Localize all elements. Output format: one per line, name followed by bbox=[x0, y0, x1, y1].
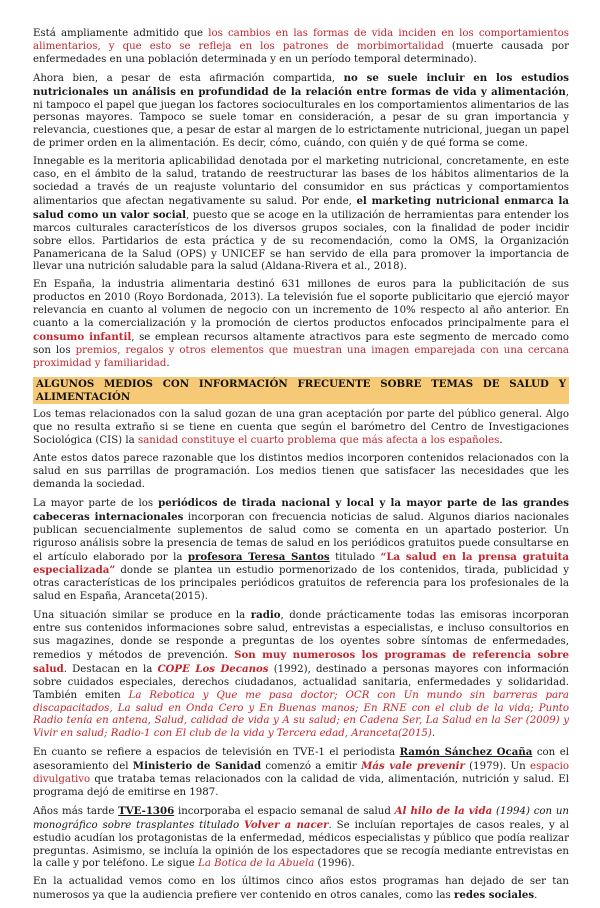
text: (muerte causada por enfermedades en una población determinada y en un período temporal determinado). bbox=[33, 40, 569, 65]
bold-text: no se suele incluir en los estudios nutricionales un análisis en profundidad de la relación entre formas de vida y alimentación bbox=[33, 71, 570, 98]
paragraph-9 bbox=[33, 746, 569, 800]
article-title: “La salud en la prensa gratuita especializada” bbox=[33, 550, 569, 577]
text: La mayor parte de los bbox=[33, 497, 159, 509]
highlight-text: espacio divulgativo bbox=[33, 761, 569, 786]
text: (1994) con un monográfico sobre trasplantes titulado bbox=[33, 805, 569, 831]
paragraph-10 bbox=[33, 805, 569, 872]
highlight-text: premios, regalos y otros elementos que muestran una imagen emparejada con una cercana proximidad y familiaridad bbox=[33, 344, 569, 369]
text: que trataba temas relacionados con la calidad de vida, alimentación, nutrición y salud. El programa dejó de emitirse en 1987. bbox=[33, 774, 569, 798]
program-list: La Rebotica y Que me pasa doctor; OCR con Un mundo sin barreras para discapacitados, La salud en Onda Cero y En Buenas manos; En RNE con el club de la vida; Punto Radio tenía en antena, Salud, calidad de vida y A su salud; en Cadena Ser, La Salud en la Ser (2009) y Vivir en salud; Radio-1 con El club de la vida y Tercera edad, Aranceta(2015) bbox=[33, 689, 569, 740]
paragraph-7 bbox=[33, 497, 569, 604]
paragraph-11 bbox=[33, 876, 569, 903]
text: con el asesoramiento del bbox=[33, 747, 569, 773]
paragraph-1 bbox=[33, 28, 569, 67]
paragraph-4 bbox=[33, 279, 569, 370]
text: , donde prácticamente todas las emisoras incorporan entre sus contenidos informaciones sobre salud, entrevistas a especialistas, e incluso consultorios en sus magazines, donde se responde a preguntas de los oyentes sobre síntomas de enfermedades, remedios y métodos de prevención. bbox=[33, 610, 569, 661]
text: (1979). Un bbox=[464, 761, 531, 773]
text: . bbox=[166, 357, 170, 369]
program-name: COPE Los Decanos bbox=[157, 662, 269, 675]
text: Ahora bien, a pesar de esta afirmación compartida, bbox=[33, 72, 344, 84]
text: (1996). bbox=[314, 858, 355, 870]
program-name: Al hilo de la vida bbox=[394, 804, 493, 817]
document-page bbox=[33, 28, 569, 908]
text: Una situación similar se produce en la bbox=[33, 610, 251, 622]
paragraph-3 bbox=[33, 156, 569, 274]
text: , se emplean recursos altamente atractivos para este segmento de mercado como son los bbox=[33, 331, 569, 356]
text: titulado bbox=[329, 551, 381, 563]
text: (1992), destinado a personas mayores con información sobre cuidados especiales, derechos ciudadanos, actualidad sanitaria, enfermedades y solidaridad. También emiten bbox=[33, 663, 569, 701]
text: En cuanto se refiere a espacios de televisión en TVE-1 el periodista bbox=[33, 747, 400, 759]
program-name: La Botica de la Abuela bbox=[198, 858, 315, 870]
text: . bbox=[534, 890, 538, 902]
text: Está ampliamente admitido que bbox=[33, 28, 209, 39]
highlight-text: los cambios en las formas de vida inciden en los comportamientos alimentarios, y que esto se refleja en los patrones de morbimortalidad bbox=[33, 28, 569, 52]
program-name: Más vale prevenir bbox=[361, 760, 465, 773]
author-link[interactable]: profesora Teresa Santos bbox=[187, 550, 330, 563]
text: Los temas relacionados con la salud gozan de una gran aceptación por parte del público general. Algo que no resulta extraño si se tiene en cuenta que según el barómetro del Centro de Investigaciones Sociológica (CIS) la bbox=[33, 409, 569, 447]
text: . bbox=[431, 728, 436, 740]
bold-text: radio bbox=[250, 609, 281, 622]
text: . Destacan en la bbox=[63, 663, 158, 675]
bold-text: el marketing nutricional enmarca la salud como un valor social bbox=[33, 194, 569, 221]
text: donde se plantea un estudio pormenorizado de los contenidos, tirada, publicidad y otras características de los principales periódicos gratuitos de referencia para los profesionales de la salud en España, Aranceta(2015). bbox=[33, 565, 569, 603]
bold-text: Ministerio de Sanidad bbox=[132, 760, 262, 773]
text: incorporaba el espacio semanal de salud bbox=[174, 805, 395, 817]
text: comenzó a emitir bbox=[261, 761, 362, 773]
bold-text: periódicos de tirada nacional y local y la mayor parte de las grandes cabeceras internacionales bbox=[33, 496, 570, 523]
text: En la actualidad vemos como en los últimos cinco años estos programas han dejado de ser tan numerosos ya que la audiencia prefiere ver contenido en otros canales, como las bbox=[33, 876, 569, 902]
text: , ni tampoco el papel que juegan los factores socioculturales en los comportamientos alimentarios de las personas mayores. Tampoco se suele tomar en consideración, a pesar de su gran importancia y relevancia, cuestiones que, a pesar de estar al margen de lo estrictamente nutricional, juegan un papel de primer orden en la alimentación. Es decir, cómo, cuándo, con quién y de qué forma se come. bbox=[33, 86, 569, 150]
text: Años más tarde bbox=[33, 805, 119, 817]
channel-link[interactable]: TVE-1306 bbox=[118, 804, 175, 817]
paragraph-5 bbox=[33, 409, 569, 448]
journalist-link[interactable]: Ramón Sánchez Ocaña bbox=[399, 746, 533, 759]
highlight-bold-text: Son muy numerosos los programas de referencia sobre salud bbox=[33, 648, 569, 675]
paragraph-2 bbox=[33, 72, 569, 151]
text: incorporan con frecuencia noticias de salud. Algunos diarios nacionales publican secuencialmente suplementos de salud como se comenta en un apartado posterior. Un riguroso análisis sobre la presencia de temas de salud en los periódicos gratuitos puede consultarse en el artículo elaborado por la bbox=[33, 511, 569, 563]
paragraph-8 bbox=[33, 609, 569, 741]
text: . Se incluían reportajes de casos reales, y al estudio acudían los protagonistas de la enfermedad, médicos especialistas y público que podía realizar preguntas. Asimismo, se incluía la opinión de los espectadores que se recogía mediante entrevistas en la calle y por teléfono. Le sigue bbox=[33, 819, 570, 870]
text: , puesto que se acoge en la utilización de herramientas para entender los marcos culturales característicos de los diversos grupos sociales, con la finalidad de poder incidir sobre ellos. Partidarios de esta práctica y de su recomendación, como la OMS, la Organización Panamericana de la Salud (OPS) y UNICEF se han servido de ella para promover la importancia de llevar una nutrición saludable para la salud (Aldana-Rivera et al., 2018). bbox=[33, 209, 569, 273]
text: Innegable es la meritoria aplicabilidad denotada por el marketing nutricional, concretamente, en este caso, en el ámbito de la salud, tratando de reestructurar las bases de los hábitos alimentarios de la sociedad a través de un reajuste voluntario del consumidor en sus prácticas y comportamientos alimentarios que afectan negativamente su salud. Por ende, bbox=[33, 156, 569, 207]
text: . bbox=[499, 435, 503, 447]
highlight-text: sanidad constituye el cuarto problema que más afecta a los españoles bbox=[137, 435, 500, 447]
paragraph-6: Ante estos datos parece razonable que los distintos medios incorporen contenidos relacionados con la salud en sus parrillas de programación. Los medios tienen que satisfacer las necesidades que les demanda la sociedad. bbox=[33, 453, 569, 490]
text: En España, la industria alimentaria destinó 631 millones de euros para la publicitación de sus productos en 2010 (Royo Bordonada, 2013). La televisión fue el soporte publicitario que ejerció mayor relevancia en cuanto al volumen de negocio con un incremento de 10% respecto al año anterior. En cuanto a la comercialización y la promoción de ciertos productos enfocados principalmente para el bbox=[33, 279, 569, 330]
bold-text: redes sociales bbox=[454, 889, 535, 902]
program-name: Volver a nacer bbox=[244, 818, 329, 831]
highlight-bold-text: consumo infantil bbox=[33, 330, 132, 343]
section-heading: ALGUNOS MEDIOS CON INFORMACIÓN FRECUENTE SOBRE TEMAS DE SALUD Y ALIMENTACIÓN bbox=[33, 377, 569, 405]
